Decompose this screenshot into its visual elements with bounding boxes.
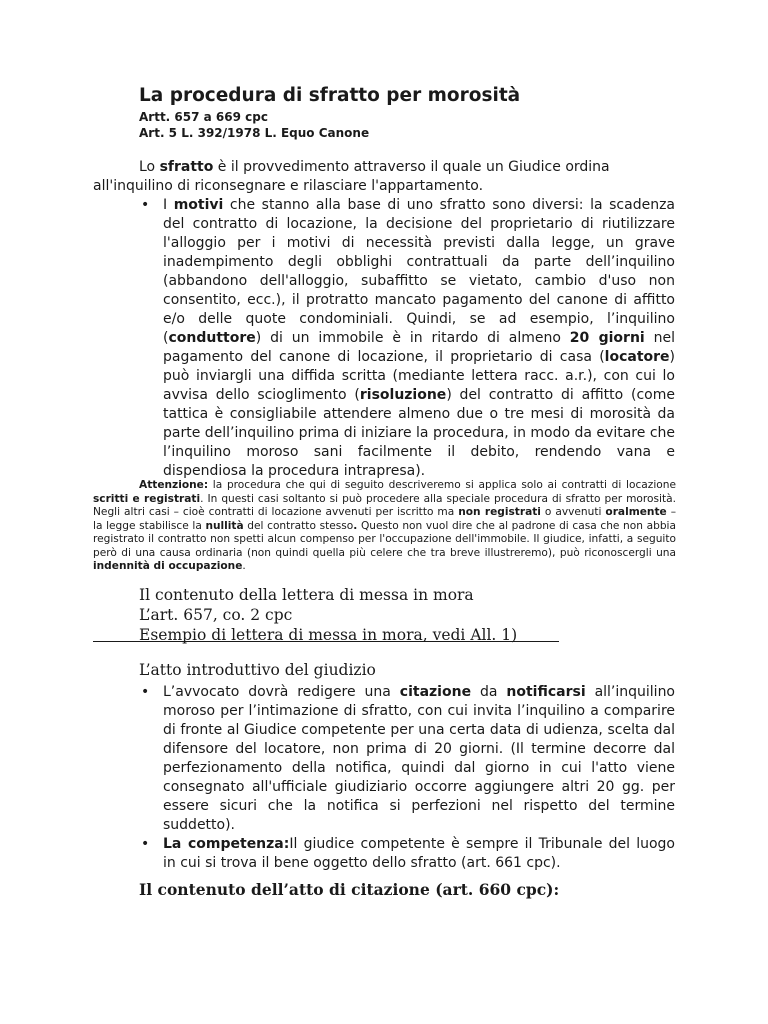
heading-art-657: L’art. 657, co. 2 cpc <box>139 606 293 624</box>
attention-note: Attenzione: la procedura che qui di seguito descriveremo si applica solo ai contratti di locazione scritti e registrati. In questi casi soltanto si può procedere alla speciale procedura di sfratto per morosità. Negli altri casi – cioè contratti di locazione avvenuti per iscritto ma non registrati o avvenuti oralmente – la legge stabilisce la nullità del contratto stesso. Questo non vuol dire che al padrone di casa che non abbia registrato il contratto non spetti alcun compenso per l'occupazione dell'immobile. Il giudice, infatti, a seguito però di una causa ordinaria (non quindi quella più celere che tra breve illustreremo), può riconoscergli una indennità di occupazione. <box>93 479 676 572</box>
document-title: La procedura di sfratto per morosità <box>139 85 521 106</box>
list-item-avvocato: • L’avvocato dovrà redigere una citazione da notificarsi all’inquilino moroso per l’intimazione di sfratto, con cui invita l’inquilino a comparire di fronte al Giudice competente per una certa data di udienza, scelta dal difensore del locatore, non prima di 20 giorni. (Il termine decorre dal perfezionamento della notifica, quindi dal giorno in cui l'atto viene consegnato all'ufficiale giudiziario occorre aggiungere altri 20 gg. per essere sicuri che la notifica si perfezioni nel rispetto del termine suddetto). <box>141 684 676 833</box>
heading-lettera-messa-in-mora: Il contenuto della lettera di messa in mora <box>139 586 474 604</box>
heading-contenuto-citazione: Il contenuto dell’atto di citazione (art. 660 cpc): <box>139 880 560 899</box>
underline-rule <box>93 641 559 642</box>
motivi-list <box>139 196 675 481</box>
bullet-icon: • <box>141 197 150 213</box>
subtitle-equo-canone-law: Art. 5 L. 392/1978 L. Equo Canone <box>139 126 370 140</box>
heading-atto-introduttivo: L’atto introduttivo del giudizio <box>139 661 376 679</box>
subtitle-articles-cpc: Artt. 657 a 669 cpc <box>139 110 268 124</box>
list-item-competenza: • La competenza:Il giudice competente è sempre il Tribunale del luogo in cui si trova il bene oggetto dello sfratto (art. 661 cpc). <box>141 836 675 871</box>
intro-paragraph: Lo sfratto è il provvedimento attraverso il quale un Giudice ordina all'inquilino di riconsegnare e rilasciare l'appartamento. <box>93 159 610 194</box>
bullet-icon: • <box>141 684 150 700</box>
list-item-motivi: • I motivi che stanno alla base di uno sfratto sono diversi: la scadenza del contratto di locazione, la decisione del proprietario di riutilizzare l'alloggio per i motivi di necessità previsti dalla legge, un grave inadempimento degli obblighi contrattuali da parte dell’inquilino (abbandono dell'alloggio, subaffitto se vietato, cambio d'uso non consentito, ecc.), il protratto mancato pagamento del canone di affitto e/o delle quote condominiali. Quindi, se ad esempio, l’inquilino (conduttore) di un immobile è in ritardo di almeno 20 giorni nel pagamento del canone di locazione, il proprietario di casa (locatore) può inviargli una diffida scritta (mediante lettera racc. a.r.), con cui lo avvisa dello scioglimento (risoluzione) del contratto di affitto (come tattica è consigliabile attendere almeno due o tre mesi di morosità da parte dell’inquilino prima di iniziare la procedura, in modo da evitare che l’inquilino moroso sani facilmente il debito, rendendo vana e dispendiosa la procedura intrapresa). <box>141 197 675 479</box>
heading-esempio-lettera: Esempio di lettera di messa in mora, vedi All. 1) <box>139 626 518 644</box>
atto-list <box>139 683 675 873</box>
bullet-icon: • <box>141 836 150 852</box>
